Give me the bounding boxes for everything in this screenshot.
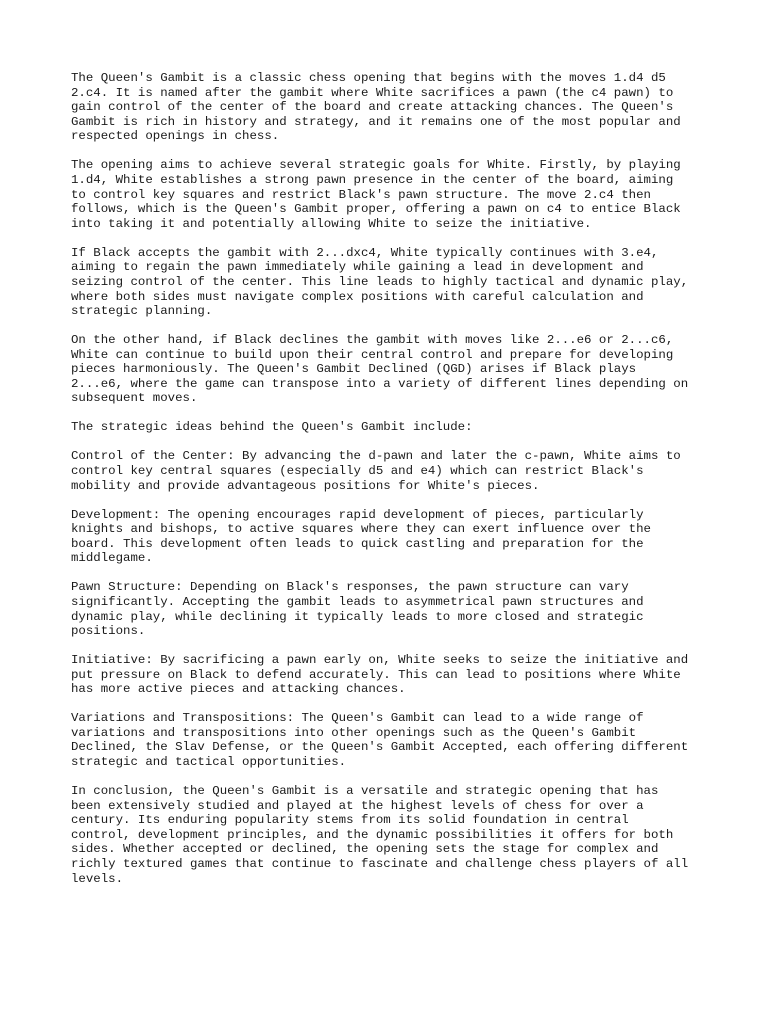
paragraph-control-of-center: Control of the Center: By advancing the d-pawn and later the c-pawn, White aims to control key central squares (especially d5 and e4) which can restrict Black's mobility and provide advantageous positions for White's pieces.: [71, 449, 681, 493]
paragraph-initiative: Initiative: By sacrificing a pawn early on, White seeks to seize the initiative and put pressure on Black to defend accurately. This can lead to positions where White has more active pieces and attacking chances.: [71, 653, 689, 697]
paragraph-strategic-goals: The opening aims to achieve several strategic goals for White. Firstly, by playing 1.d4, White establishes a strong pawn presence in the center of the board, aiming to control key squares and restrict Black's pawn structure. The move 2.c4 then follows, which is the Queen's Gambit proper, offering a pawn on c4 to entice Black into taking it and potentially allowing White to seize the initiative.: [71, 158, 681, 231]
paragraph-variations: Variations and Transpositions: The Queen's Gambit can lead to a wide range of variations and transpositions into other openings such as the Queen's Gambit Declined, the Slav Defense, or the Queen's Gambit Accepted, each offering different strategic and tactical opportunities.: [71, 711, 689, 770]
paragraph-gambit-accepted: If Black accepts the gambit with 2...dxc4, White typically continues with 3.e4, aiming to regain the pawn immediately while gaining a lead in development and seizing control of the center. This line leads to highly tactical and dynamic play, where both sides must navigate complex positions with careful calculation and strategic planning.: [71, 245, 689, 319]
paragraph-strategic-ideas-heading: The strategic ideas behind the Queen's Gambit include:: [71, 420, 473, 435]
paragraph-development: Development: The opening encourages rapid development of pieces, particularly knights and bishops, to active squares where they can exert influence over the board. This development often leads to quick castling and preparation for the middlegame.: [71, 507, 651, 566]
paragraph-intro: The Queen's Gambit is a classic chess opening that begins with the moves 1.d4 d5 2.c4. It is named after the gambit where White sacrifices a pawn (the c4 pawn) to gain control of the center of the board and create attacking chances. The Queen's Gambit is rich in history and strategy, and it remains one of the most popular and respected openings in chess.: [71, 71, 681, 144]
paragraph-conclusion: In conclusion, the Queen's Gambit is a versatile and strategic opening that has been extensively studied and played at the highest levels of chess for over a century. Its enduring popularity stems from its solid foundation in central control, development principles, and the dynamic possibilities it offers for both sides. Whether accepted or declined, the opening sets the stage for complex and richly textured games that continue to fascinate and challenge chess players of all levels.: [71, 784, 689, 886]
paragraph-pawn-structure: Pawn Structure: Depending on Black's responses, the pawn structure can vary significantly. Accepting the gambit leads to asymmetrical pawn structures and dynamic play, while declining it typically leads to more closed and strategic positions.: [71, 580, 644, 639]
document-body: [71, 71, 711, 901]
paragraph-gambit-declined: On the other hand, if Black declines the gambit with moves like 2...e6 or 2...c6, White can continue to build upon their central control and prepare for developing pieces harmoniously. The Queen's Gambit Declined (QGD) arises if Black plays 2...e6, where the game can transpose into a variety of different lines depending on subsequent moves.: [71, 333, 689, 406]
